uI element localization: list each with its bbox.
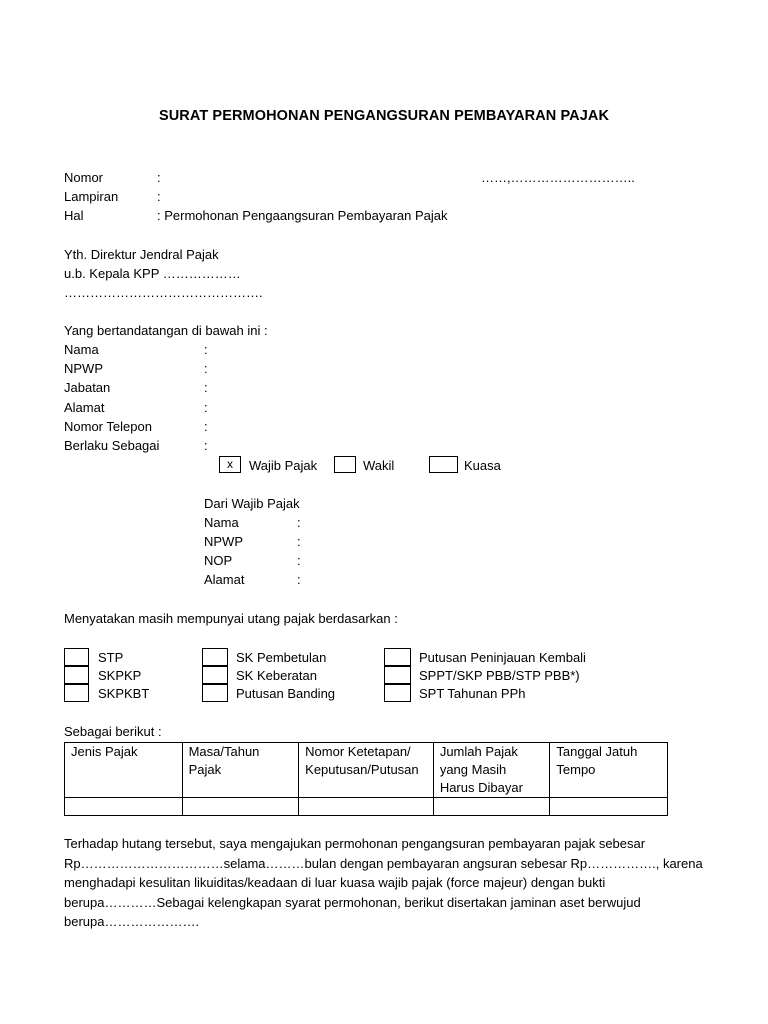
hal-value: : Permohonan Pengaangsuran Pembayaran Pajak — [157, 208, 448, 223]
field-label: Nomor Telepon — [64, 419, 152, 434]
field-colon: : — [204, 419, 208, 434]
recipient-line-1: Yth. Direktur Jendral Pajak — [64, 247, 219, 262]
field-colon: : — [204, 438, 208, 453]
tax-debt-table — [64, 742, 668, 816]
table-header-jenis-pajak: Jenis Pajak — [65, 743, 183, 798]
lampiran-label: Lampiran — [64, 189, 119, 204]
basis-checkbox-sppt-skp-pbb[interactable] — [384, 666, 411, 684]
basis-checkbox-skpkbt[interactable] — [64, 684, 89, 702]
basis-label-skpkbt: SKPKBT — [98, 686, 150, 701]
field-label: NPWP — [64, 361, 103, 376]
basis-label-sk-pembetulan: SK Pembetulan — [236, 650, 327, 665]
role-checkbox-wajib-pajak[interactable]: x — [219, 456, 241, 473]
basis-label-putusan-banding: Putusan Banding — [236, 686, 336, 701]
table-cell[interactable] — [433, 798, 550, 816]
basis-label-skpkp: SKPKP — [98, 668, 142, 683]
signer-intro: Yang bertandatangan di bawah ini : — [64, 323, 268, 338]
basis-checkbox-skpkp[interactable] — [64, 666, 89, 684]
basis-checkbox-sk-keberatan[interactable] — [202, 666, 228, 684]
field-colon: : — [297, 534, 301, 549]
field-label: Jabatan — [64, 380, 111, 395]
basis-intro: Menyatakan masih mempunyai utang pajak berdasarkan : — [64, 611, 398, 626]
table-intro: Sebagai berikut : — [64, 724, 162, 739]
taxpayer-field-npwp — [204, 532, 301, 551]
basis-label-spt-tahunan: SPT Tahunan PPh — [419, 686, 526, 701]
field-label: Alamat — [64, 400, 105, 415]
table-header-nomor-ketetapan: Nomor Ketetapan/ Keputusan/Putusan — [299, 743, 434, 798]
basis-checkbox-peninjauan-kembali[interactable] — [384, 648, 411, 666]
basis-checkbox-sk-pembetulan[interactable] — [202, 648, 228, 666]
field-colon: : — [204, 380, 208, 395]
table-cell[interactable] — [182, 798, 299, 816]
basis-label-sk-keberatan: SK Keberatan — [236, 668, 317, 683]
field-colon: : — [297, 572, 301, 587]
recipient-line-2: u.b. Kepala KPP ……………… — [64, 266, 241, 281]
place-date-field: ……,……………………….. — [481, 170, 635, 185]
recipient-line-3: ………………………………………. — [64, 285, 263, 300]
field-label: Nama — [64, 342, 99, 357]
field-label: Nama — [204, 515, 239, 530]
taxpayer-heading: Dari Wajib Pajak — [204, 496, 300, 511]
table-cell[interactable] — [299, 798, 434, 816]
field-label: Berlaku Sebagai — [64, 438, 160, 453]
lampiran-colon: : — [157, 189, 161, 204]
table-header-masa-tahun: Masa/Tahun Pajak — [182, 743, 299, 798]
role-label-wakil: Wakil — [363, 458, 395, 473]
field-colon: : — [297, 515, 301, 530]
taxpayer-field-alamat — [204, 570, 301, 589]
table-header-tanggal-jatuh-tempo: Tanggal Jatuh Tempo — [550, 743, 668, 798]
table-header-jumlah-pajak: Jumlah Pajak yang Masih Harus Dibayar — [433, 743, 550, 798]
taxpayer-field-nop — [204, 551, 301, 570]
field-label: Alamat — [204, 572, 245, 587]
nomor-colon: : — [157, 170, 161, 185]
table-cell[interactable] — [550, 798, 668, 816]
table-row — [65, 798, 668, 816]
field-label: NPWP — [204, 534, 243, 549]
nomor-label: Nomor — [64, 170, 104, 185]
role-label-wajib-pajak: Wajib Pajak — [249, 458, 318, 473]
basis-label-sppt-skp-pbb: SPPT/SKP PBB/STP PBB*) — [419, 668, 580, 683]
closing-paragraph: Terhadap hutang tersebut, saya mengajukan permohonan pengangsuran pembayaran pajak sebesar Rp……………………………selama………bulan dengan pembayaran angsuran sebesar Rp……………., karena menghadapi kesulitan likuiditas/keadaan di luar kuasa wajib pajak (force majeur) dengan bukti berupa…………Sebagai kelengkapan syarat permohonan, berikut disertakan jaminan aset berwujud berupa…………………. — [64, 836, 703, 929]
table-cell[interactable] — [65, 798, 183, 816]
field-label: NOP — [204, 553, 233, 568]
field-colon: : — [204, 400, 208, 415]
basis-checkbox-stp[interactable] — [64, 648, 89, 666]
hal-label: Hal — [64, 208, 84, 223]
basis-label-peninjauan-kembali: Putusan Peninjauan Kembali — [419, 650, 586, 665]
role-checkbox-wakil[interactable] — [334, 456, 356, 473]
field-colon: : — [204, 361, 208, 376]
letter-title: SURAT PERMOHONAN PENGANGSURAN PEMBAYARAN PAJAK — [158, 108, 610, 124]
field-colon: : — [297, 553, 301, 568]
table-header-row — [65, 743, 668, 798]
role-label-kuasa: Kuasa — [464, 458, 501, 473]
basis-checkbox-putusan-banding[interactable] — [202, 684, 228, 702]
taxpayer-field-nama — [204, 513, 301, 532]
basis-label-stp: STP — [98, 650, 124, 665]
field-colon: : — [204, 342, 208, 357]
role-checkbox-kuasa[interactable] — [429, 456, 458, 473]
basis-checkbox-spt-tahunan[interactable] — [384, 684, 411, 702]
